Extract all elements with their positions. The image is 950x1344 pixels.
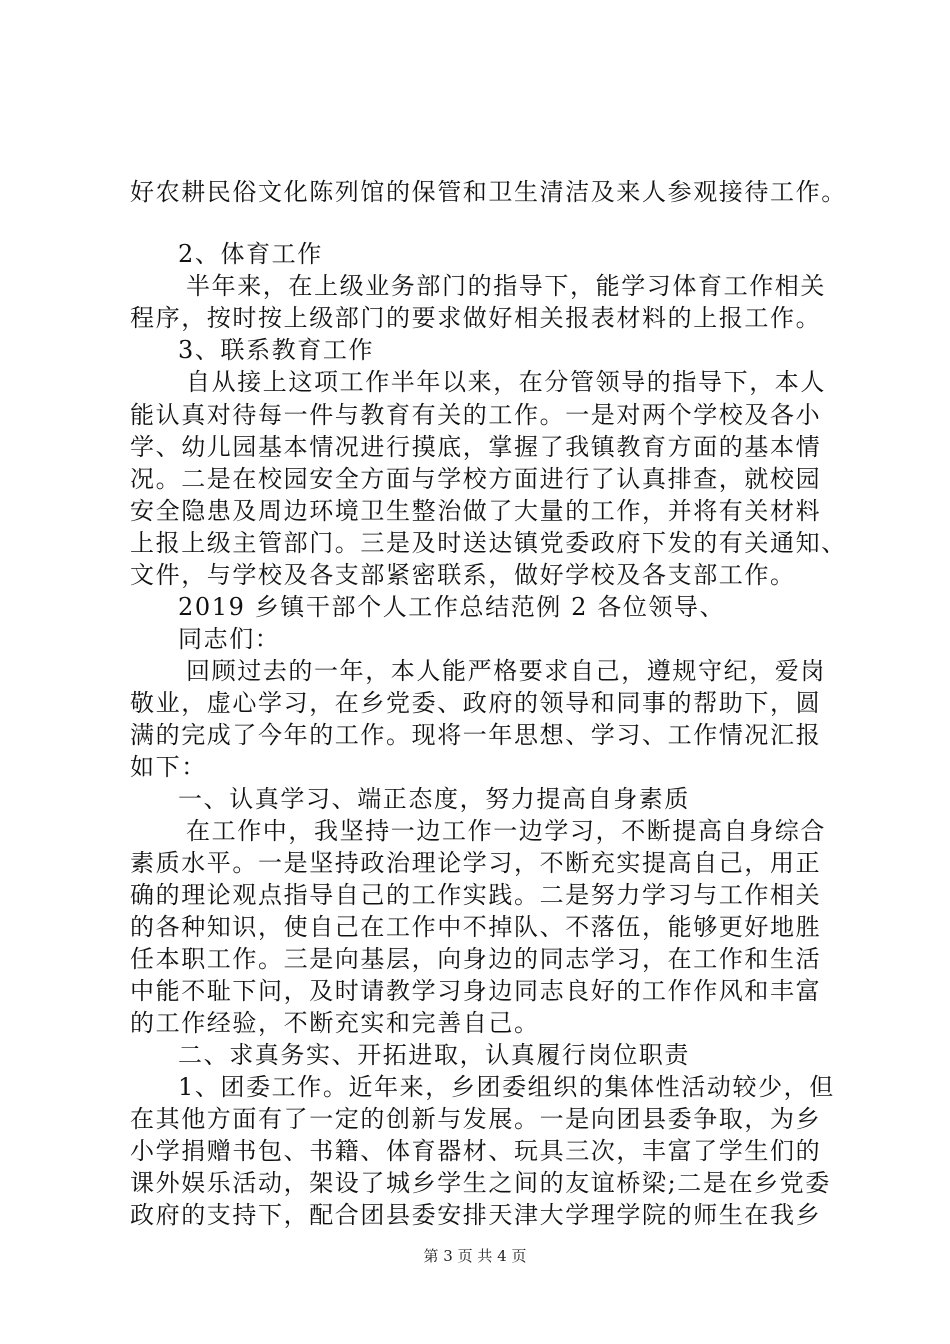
text-line: 自从接上这项工作半年以来，在分管领导的指导下，本人	[186, 368, 826, 396]
text-line: 程序，按时按上级部门的要求做好相关报表材料的上报工作。	[130, 304, 822, 332]
text-line: 况。二是在校园安全方面与学校方面进行了认真排查，就校园	[130, 465, 822, 493]
text-line: 中能不耻下问，及时请教学习身边同志良好的工作作风和丰富	[130, 977, 822, 1005]
text-line: 能认真对待每一件与教育有关的工作。一是对两个学校及各小	[130, 401, 822, 429]
page-number-footer: 第 3 页 共 4 页	[423, 1247, 527, 1265]
text-line: 安全隐患及周边环境卫生整治做了大量的工作，并将有关材料	[130, 497, 822, 525]
salutation-line: 同志们：	[178, 625, 281, 653]
title-line: 2019 乡镇干部个人工作总结范例 2 各位领导、	[178, 593, 726, 621]
text-line: 的工作经验，不断充实和完善自己。	[130, 1009, 540, 1037]
text-line: 文件，与学校及各支部紧密联系，做好学校及各支部工作。	[130, 561, 796, 589]
section-heading: 一、认真学习、端正态度，努力提高自身素质	[178, 785, 690, 813]
section-heading: 二、求真务实、开拓进取，认真履行岗位职责	[178, 1041, 690, 1069]
text-line: 如下：	[130, 753, 207, 781]
text-line: 满的完成了今年的工作。现将一年思想、学习、工作情况汇报	[130, 721, 822, 749]
text-line: 课外娱乐活动，架设了城乡学生之间的友谊桥梁;二是在乡党委	[130, 1169, 831, 1197]
text-line: 在工作中，我坚持一边工作一边学习，不断提高自身综合	[186, 817, 826, 845]
text-line: 敬业，虚心学习，在乡党委、政府的领导和同事的帮助下，圆	[130, 689, 822, 717]
text-line: 在其他方面有了一定的创新与发展。一是向团县委争取，为乡	[130, 1105, 822, 1133]
text-line: 的各种知识，使自己在工作中不掉队、不落伍，能够更好地胜	[130, 913, 822, 941]
text-line: 确的理论观点指导自己的工作实践。二是努力学习与工作相关	[130, 881, 822, 909]
text-line: 1、团委工作。近年来，乡团委组织的集体性活动较少，但	[178, 1073, 835, 1101]
text-line: 好农耕民俗文化陈列馆的保管和卫生清洁及来人参观接待工作。	[130, 178, 847, 206]
section-heading: 2、体育工作	[178, 240, 323, 268]
text-line: 政府的支持下，配合团县委安排天津大学理学院的师生在我乡	[130, 1201, 822, 1229]
text-line: 学、幼儿园基本情况进行摸底，掌握了我镇教育方面的基本情	[130, 433, 822, 461]
text-line: 任本职工作。三是向基层，向身边的同志学习，在工作和生活	[130, 945, 822, 973]
section-heading: 3、联系教育工作	[178, 336, 375, 364]
text-line: 小学捐赠书包、书籍、体育器材、玩具三次，丰富了学生们的	[130, 1137, 822, 1165]
text-line: 回顾过去的一年，本人能严格要求自己，遵规守纪，爱岗	[186, 657, 826, 685]
text-line: 半年来，在上级业务部门的指导下，能学习体育工作相关	[186, 272, 826, 300]
text-line: 素质水平。一是坚持政治理论学习，不断充实提高自己，用正	[130, 849, 822, 877]
text-line: 上报上级主管部门。三是及时送达镇党委政府下发的有关通知、	[130, 529, 847, 557]
